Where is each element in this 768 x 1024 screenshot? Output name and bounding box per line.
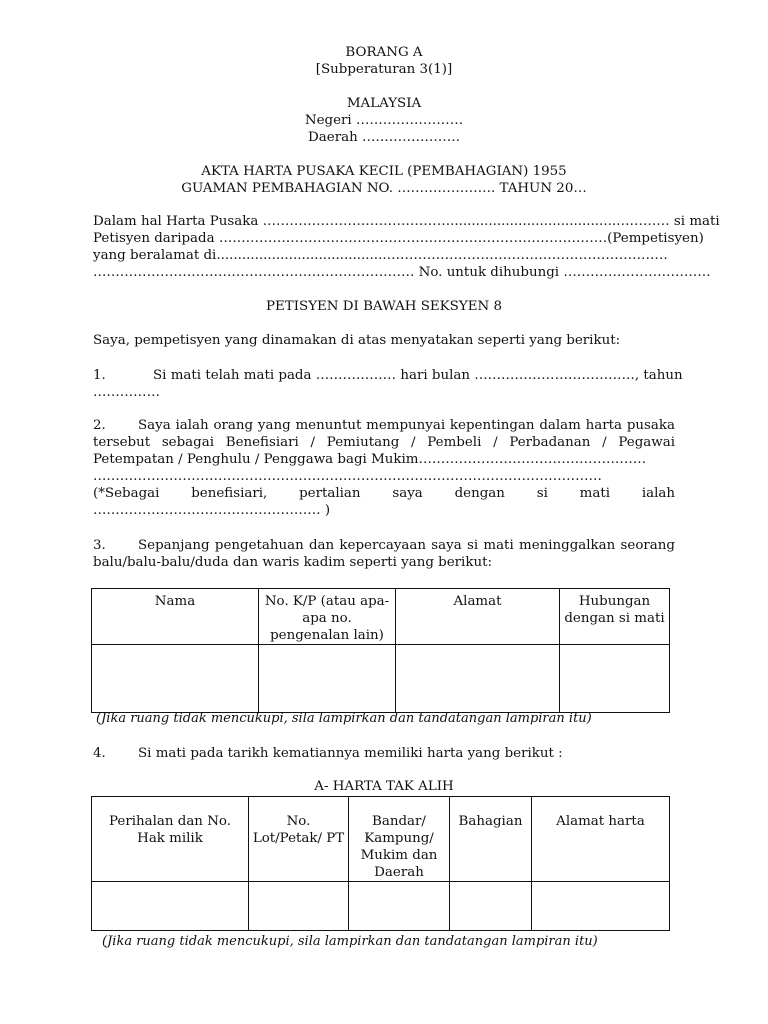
heirs-table <box>91 588 670 713</box>
property-cell-share[interactable] <box>450 882 532 931</box>
item1-number: 1. <box>93 368 106 383</box>
property-cell-lot[interactable] <box>249 882 349 931</box>
item3-number: 3. <box>93 538 106 553</box>
form-title: BORANG A <box>345 45 423 60</box>
intro-address-line: yang beralamat di........................................……………………………………………………… <box>93 248 668 263</box>
heirs-cell-id[interactable] <box>259 645 396 713</box>
property-header-address: Alamat harta <box>532 797 670 882</box>
item2-line5: (*Sebagai benefisiari, pertalian saya dengan si mati ialah <box>93 486 675 501</box>
heirs-header-address: Alamat <box>396 589 560 645</box>
property-table-note: (Jika ruang tidak mencukupi, sila lampirkan dan tandatangan lampiran itu) <box>102 934 598 949</box>
item1-text: Si mati telah mati pada ……………… hari bulan ………………………………, tahun <box>153 368 683 383</box>
item2-line2: tersebut sebagai Benefisiari / Pemiutang / Pembeli / Perbadanan / Pegawai <box>93 435 675 450</box>
district-field: Daerah …………………. <box>308 130 460 145</box>
property-cell-title-no[interactable] <box>92 882 249 931</box>
heirs-table-note: (Jika ruang tidak mencukupi, sila lampirkan dan tandatangan lampiran itu) <box>96 711 592 726</box>
heirs-table-header-row <box>92 589 670 645</box>
intro-petitioner-line: Petisyen daripada ……………………………………………………………………………(Pempetisyen) <box>93 231 704 246</box>
intro-estate-line: Dalam hal Harta Pusaka …………………………………….......................................………… si mati <box>93 214 720 229</box>
item2-number: 2. <box>93 418 106 433</box>
property-table-row <box>92 882 670 931</box>
heirs-cell-relationship[interactable] <box>560 645 670 713</box>
heirs-header-id: No. K/P (atau apa-apa no. pengenalan lain) <box>259 589 396 645</box>
item1-year-line: …………… <box>93 385 160 400</box>
property-header-lot: No. Lot/Petak/ PT <box>249 797 349 882</box>
property-header-title-no: Perihalan dan No. Hak milik <box>92 797 249 882</box>
country-heading: MALAYSIA <box>346 96 422 111</box>
statement-text: Saya, pempetisyen yang dinamakan di atas menyatakan seperti yang berikut: <box>93 333 621 348</box>
item2-line3: Petempatan / Penghulu / Penggawa bagi Mukim…………………………………………… <box>93 452 647 467</box>
heirs-cell-address[interactable] <box>396 645 560 713</box>
heirs-header-name: Nama <box>92 589 259 645</box>
property-cell-address[interactable] <box>532 882 670 931</box>
property-header-share: Bahagian <box>450 797 532 882</box>
item3-line2: balu/balu-balu/duda dan waris kadim seperti yang berikut: <box>93 555 492 570</box>
item2-line4: …………………………………………………………………………………………………… <box>93 469 602 484</box>
heirs-table-row <box>92 645 670 713</box>
immovable-property-title: A- HARTA TAK ALIH <box>314 779 454 794</box>
state-field: Negeri …………………… <box>304 113 464 128</box>
property-table-header-row <box>92 797 670 882</box>
property-header-location: Bandar/ Kampung/ Mukim dan Daerah <box>349 797 450 882</box>
property-cell-location[interactable] <box>349 882 450 931</box>
property-table <box>91 796 670 931</box>
heirs-header-relationship: Hubungan dengan si mati <box>560 589 670 645</box>
intro-contact-line: ……………………………………………………………… No. untuk dihubungi …………………………… <box>93 265 711 280</box>
act-title: AKTA HARTA PUSAKA KECIL (PEMBAHAGIAN) 1955 <box>201 164 567 179</box>
regulation-ref: [Subperaturan 3(1)] <box>315 62 453 77</box>
petition-title: PETISYEN DI BAWAH SEKSYEN 8 <box>266 299 502 314</box>
heirs-cell-name[interactable] <box>92 645 259 713</box>
item4-text: Si mati pada tarikh kematiannya memiliki harta yang berikut : <box>138 746 563 761</box>
case-number: GUAMAN PEMBAHAGIAN NO. …………………. TAHUN 20… <box>181 181 587 196</box>
item4-number: 4. <box>93 746 106 761</box>
item2-line1: Saya ialah orang yang menuntut mempunyai kepentingan dalam harta pusaka <box>138 418 675 433</box>
item2-line6: …………………………………………… ) <box>93 503 331 518</box>
item3-line1: Sepanjang pengetahuan dan kepercayaan saya si mati meninggalkan seorang <box>138 538 675 553</box>
